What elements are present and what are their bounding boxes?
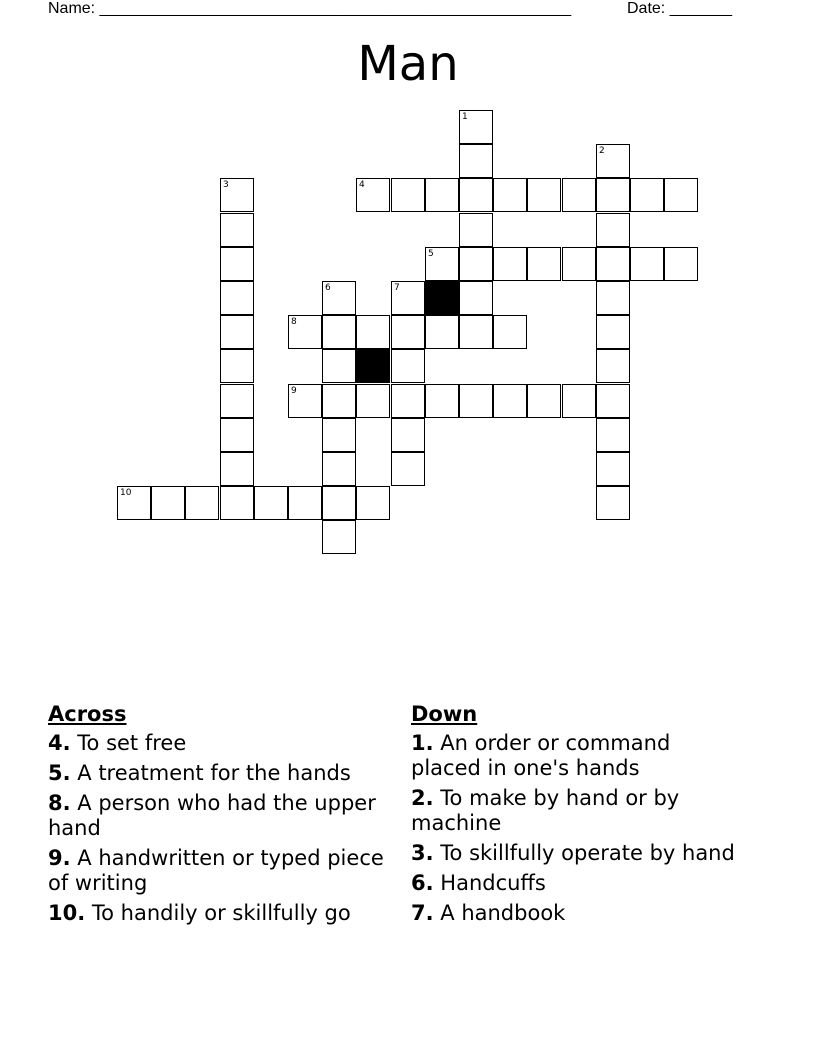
grid-cell[interactable] [527,384,561,418]
grid-cell[interactable] [630,178,664,212]
grid-cell[interactable] [356,178,390,212]
grid-cell[interactable] [596,213,630,247]
grid-cell[interactable] [596,452,630,486]
clue-down-1 [411,731,741,781]
grid-cell[interactable] [356,486,390,520]
clue-down-2 [411,786,741,836]
grid-cell[interactable] [493,247,527,281]
grid-cell[interactable] [220,178,254,212]
cell-number: 5 [428,249,434,259]
cell-number: 10 [120,488,132,498]
grid-cell[interactable] [322,349,356,383]
clue-text: To make by hand or by machine [411,786,680,835]
clue-number: 10. [48,901,86,925]
grid-cell[interactable] [220,281,254,315]
grid-cell[interactable] [596,178,630,212]
grid-cell[interactable] [664,247,698,281]
grid-cell[interactable] [596,315,630,349]
clue-text: A person who had the upper hand [48,791,376,840]
grid-cell[interactable] [220,486,254,520]
cell-number: 8 [291,317,297,327]
clue-across-8 [48,791,388,841]
grid-cell[interactable] [288,486,322,520]
clue-text: An order or command placed in one's hands [411,731,671,780]
clue-number: 4. [48,731,71,755]
grid-cell[interactable] [117,486,151,520]
black-cell [356,349,390,383]
grid-cell[interactable] [288,315,322,349]
down-heading: Down [411,702,478,726]
grid-cell[interactable] [596,486,630,520]
grid-cell[interactable] [322,520,356,554]
grid-cell[interactable] [220,213,254,247]
grid-cell[interactable] [391,452,425,486]
clue-down-7 [411,901,741,926]
grid-cell[interactable] [459,110,493,144]
clue-across-10 [48,901,388,926]
grid-cell[interactable] [220,452,254,486]
grid-cell[interactable] [391,418,425,452]
grid-cell[interactable] [322,281,356,315]
grid-cell[interactable] [356,384,390,418]
cell-number: 6 [325,283,331,293]
grid-cell[interactable] [425,315,459,349]
clue-number: 3. [411,841,434,865]
clue-number: 7. [411,901,434,925]
clue-across-4 [48,731,388,756]
grid-cell[interactable] [493,384,527,418]
grid-cell[interactable] [220,247,254,281]
clue-number: 9. [48,846,71,870]
clue-down-6 [411,871,741,896]
clue-across-9 [48,846,388,896]
grid-cell[interactable] [322,384,356,418]
clue-text: To set free [77,731,187,755]
grid-cell[interactable] [391,281,425,315]
grid-cell[interactable] [425,247,459,281]
down-clues [411,702,741,931]
grid-cell[interactable] [322,315,356,349]
clue-number: 5. [48,761,71,785]
grid-cell[interactable] [220,384,254,418]
cell-number: 3 [223,180,229,190]
cell-number: 1 [462,112,468,122]
grid-cell[interactable] [220,315,254,349]
grid-cell[interactable] [562,384,596,418]
grid-cell[interactable] [288,384,322,418]
grid-cell[interactable] [185,486,219,520]
grid-cell[interactable] [664,178,698,212]
grid-cell[interactable] [630,247,664,281]
grid-cell[interactable] [459,281,493,315]
grid-cell[interactable] [322,486,356,520]
cell-number: 4 [359,180,365,190]
clue-across-5 [48,761,388,786]
grid-cell[interactable] [596,247,630,281]
grid-cell[interactable] [459,144,493,178]
clue-text: To handily or skillfully go [91,901,351,925]
clue-number: 6. [411,871,434,895]
grid-cell[interactable] [562,178,596,212]
clue-text: A treatment for the hands [77,761,351,785]
clue-number: 8. [48,791,71,815]
date-field-label[interactable]: Date: _______ [627,0,732,17]
grid-cell[interactable] [459,247,493,281]
grid-cell[interactable] [391,349,425,383]
grid-cell[interactable] [459,213,493,247]
clue-down-3 [411,841,741,866]
clue-text: A handbook [440,901,566,925]
clue-number: 2. [411,786,434,810]
grid-cell[interactable] [596,281,630,315]
grid-cell[interactable] [322,418,356,452]
grid-cell[interactable] [459,178,493,212]
clue-text: Handcuffs [440,871,546,895]
grid-cell[interactable] [425,178,459,212]
grid-cell[interactable] [322,452,356,486]
name-field-label[interactable]: Name: _____________________________________________________ [48,0,572,17]
grid-cell[interactable] [596,349,630,383]
grid-cell[interactable] [527,247,561,281]
grid-cell[interactable] [151,486,185,520]
grid-cell[interactable] [254,486,288,520]
clue-text: To skillfully operate by hand [440,841,735,865]
grid-cell[interactable] [527,178,561,212]
grid-cell[interactable] [356,315,390,349]
grid-cell[interactable] [220,349,254,383]
cell-number: 7 [394,283,400,293]
across-heading: Across [48,702,127,726]
grid-cell[interactable] [391,315,425,349]
grid-cell[interactable] [562,247,596,281]
grid-cell[interactable] [596,144,630,178]
grid-cell[interactable] [391,178,425,212]
grid-cell[interactable] [459,384,493,418]
cell-number: 2 [599,146,605,156]
grid-cell[interactable] [596,418,630,452]
clue-text: A handwritten or typed piece of writing [48,846,384,895]
grid-cell[interactable] [493,178,527,212]
black-cell [425,281,459,315]
clue-number: 1. [411,731,434,755]
cell-number: 9 [291,386,297,396]
across-clues [48,702,388,931]
grid-cell[interactable] [493,315,527,349]
grid-cell[interactable] [220,418,254,452]
grid-cell[interactable] [425,384,459,418]
page-title: Man [357,36,459,92]
grid-cell[interactable] [391,384,425,418]
grid-cell[interactable] [459,315,493,349]
grid-cell[interactable] [596,384,630,418]
